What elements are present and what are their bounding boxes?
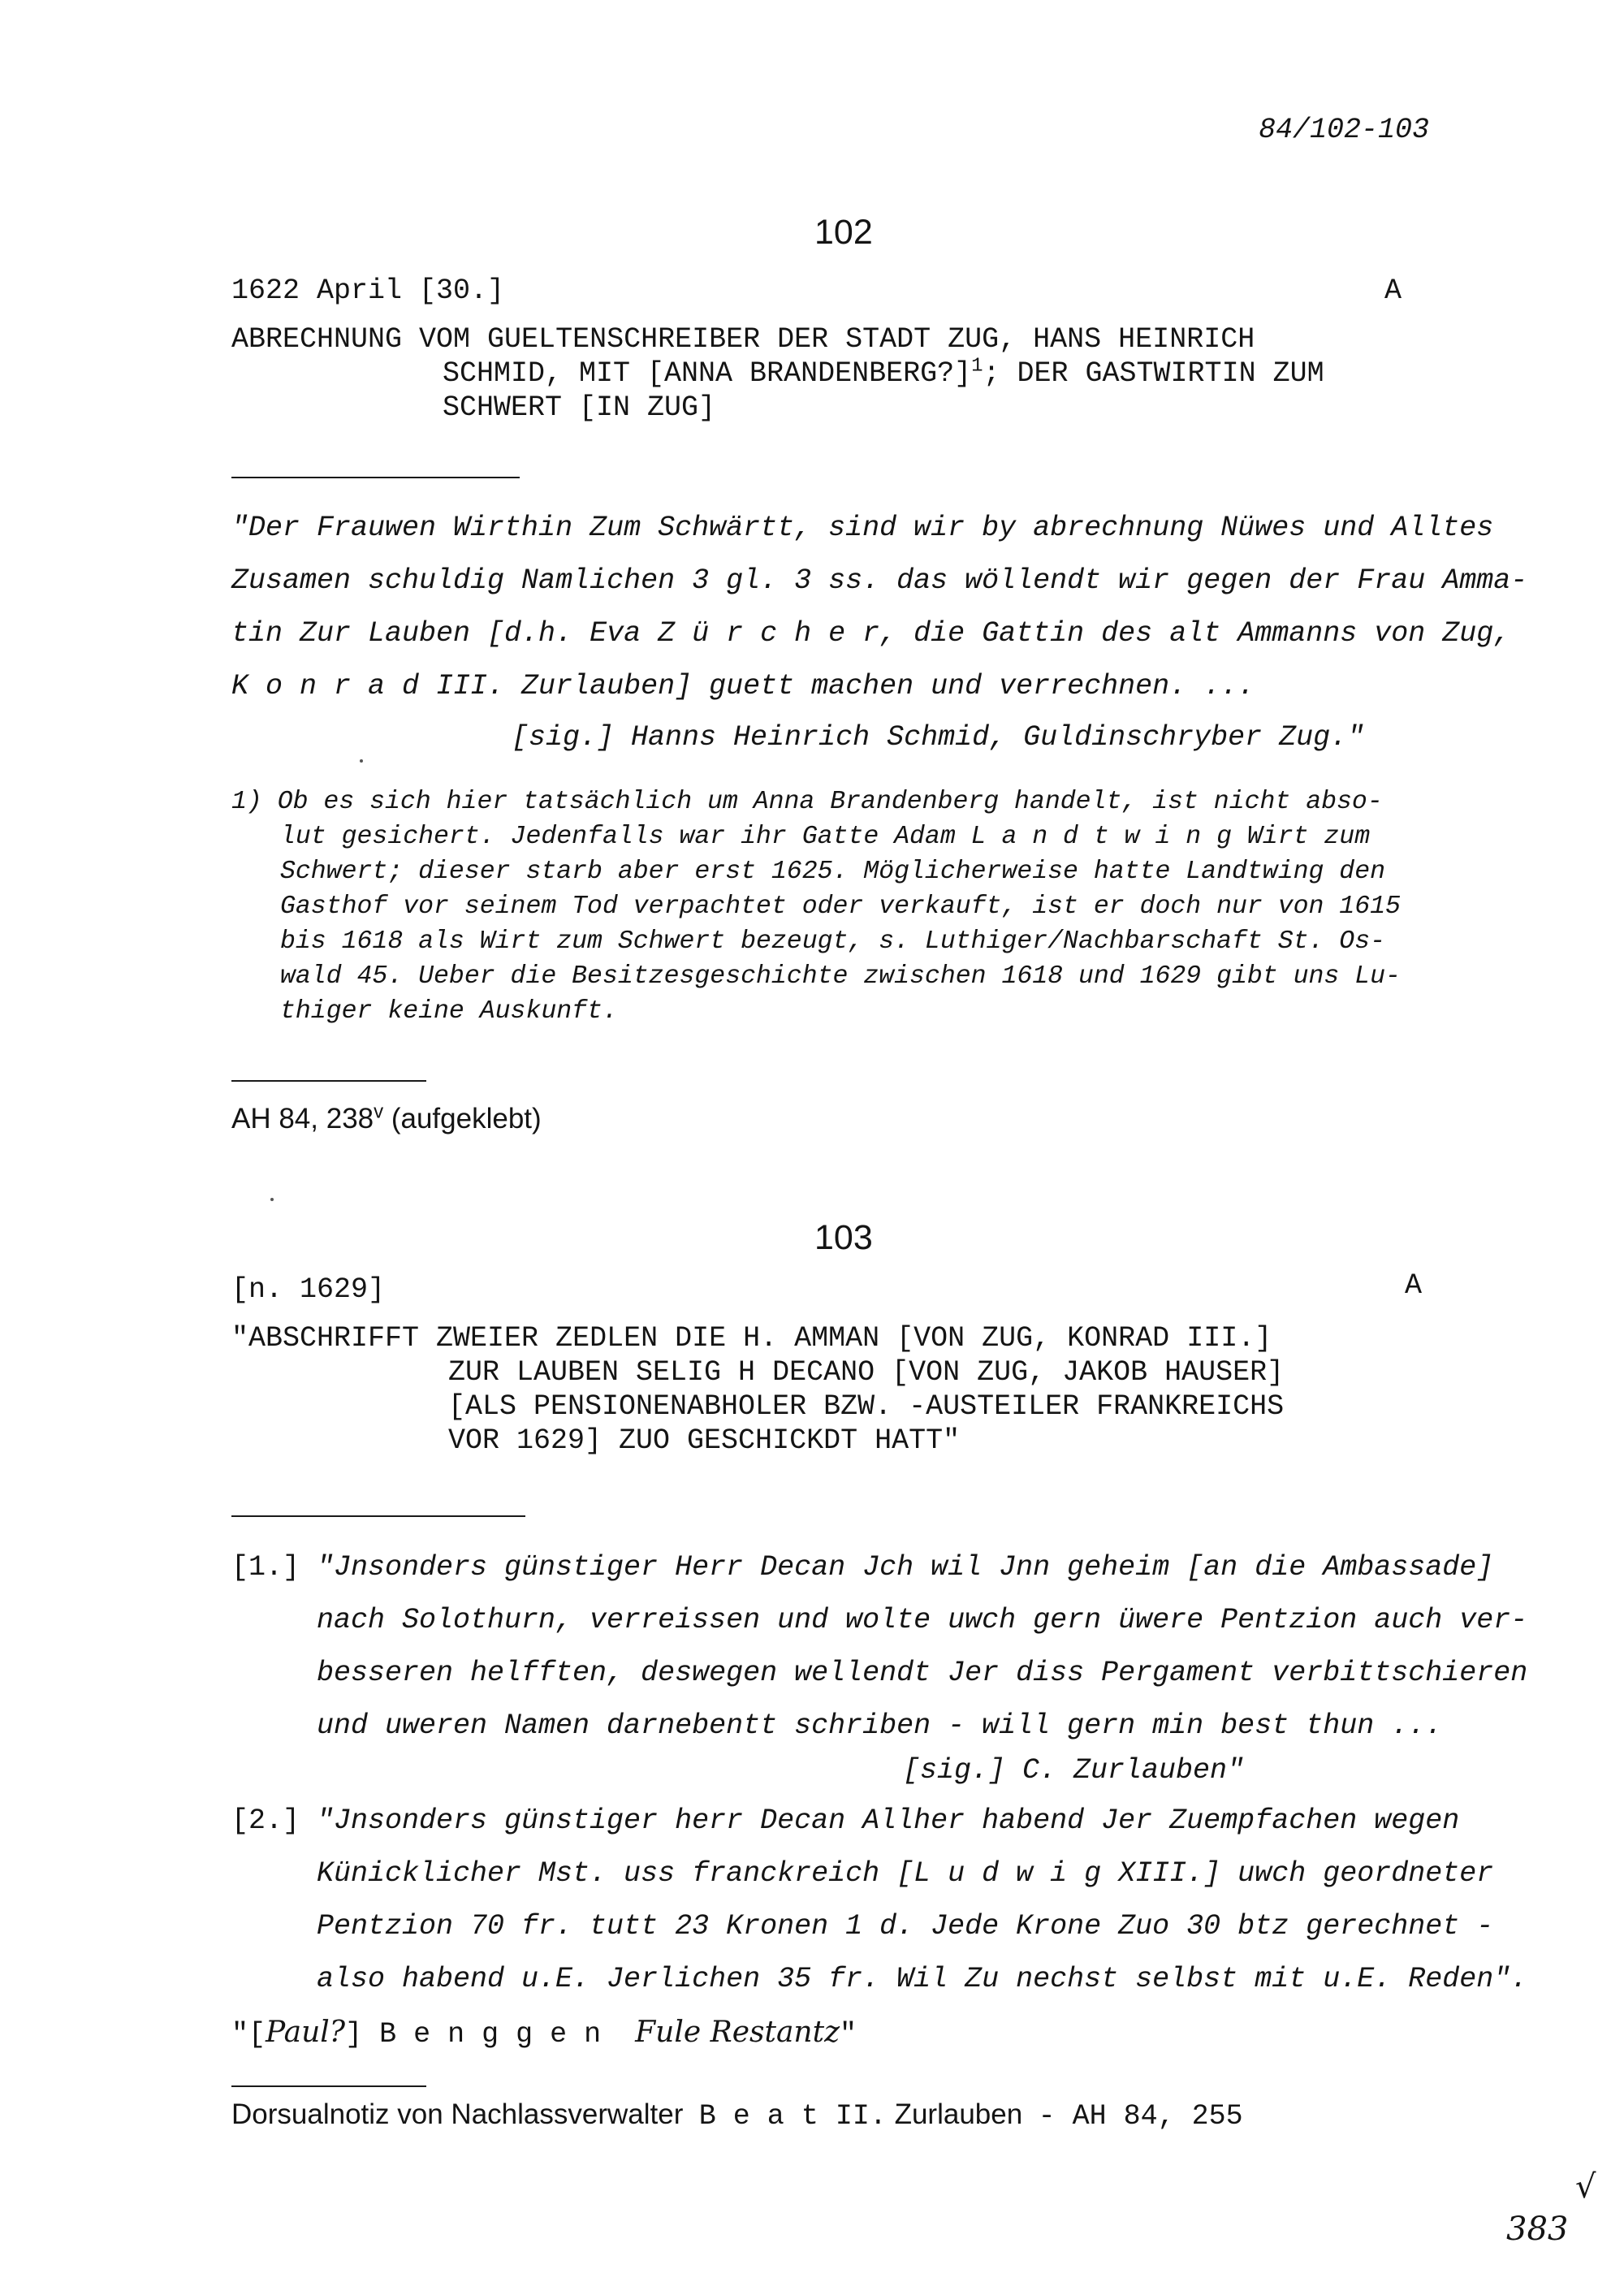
doc102-source-verso: v: [374, 1100, 384, 1123]
footnote-line-2: lut gesichert. Jedenfalls war ihr Gatte Adam L a n d t w i n g Wirt zum: [280, 823, 1371, 851]
doc103-date: [n. 1629]: [231, 1273, 386, 1306]
divider-rule-2: [231, 1515, 525, 1517]
doc103-title-line-2: ZUR LAUBEN SELIG H DECANO [VON ZUG, JAKOB HAUSER]: [448, 1356, 1285, 1389]
doc102-text-line-1: "Der Frauwen Wirthin Zum Schwärtt, sind wir by abrechnung Nüwes und Alltes: [231, 512, 1494, 544]
item2-line-1: "Jnsonders günstiger herr Decan Allher habend Jer Zuempfachen wegen: [317, 1804, 1460, 1837]
closing-end: ": [840, 2018, 857, 2051]
margin-page-number: 383: [1506, 2211, 1569, 2248]
closing-line: [231, 2016, 857, 2051]
doc102-source-note: (aufgeklebt): [383, 1103, 542, 1134]
doc102-title-line-2: [443, 357, 1324, 390]
doc102-source-ref: AH 84, 238: [231, 1103, 374, 1134]
document-number-103: 103: [814, 1218, 873, 1257]
doc102-text-line-3: tin Zur Lauben [d.h. Eva Z ü r c h e r, die Gattin des alt Ammanns von Zug,: [231, 617, 1511, 650]
speck: [360, 759, 363, 763]
closing-paul: Paul?: [266, 2016, 346, 2049]
doc102-tag: A: [1384, 274, 1402, 307]
item1-line-1: "Jnsonders günstiger Herr Decan Jch wil Jnn geheim [an die Ambassade]: [317, 1551, 1494, 1584]
dorsal-source: - AH 84, 255: [1038, 2100, 1243, 2133]
footnote-ref-1: 1: [971, 355, 983, 378]
margin-check-mark: √: [1575, 2168, 1596, 2206]
item1-signature: [sig.] C. Zurlauben": [903, 1754, 1245, 1787]
item2-line-3: Pentzion 70 fr. tutt 23 Kronen 1 d. Jede Krone Zuo 30 btz gerechnet -: [317, 1910, 1494, 1943]
doc103-title-line-4: VOR 1629] ZUO GESCHICKDT HATT": [448, 1424, 961, 1457]
item1-line-4: und uweren Namen darnebentt schriben - will gern min best thun ...: [317, 1709, 1443, 1742]
doc103-title-line-3: [ALS PENSIONENABHOLER BZW. -AUSTEILER FRANKREICHS: [448, 1390, 1285, 1423]
dorsal-rest: Zurlauben: [894, 2098, 1023, 2130]
dorsal-name: B e a t II.: [698, 2100, 887, 2133]
dorsal-rule: [231, 2085, 426, 2087]
doc102-title-line-3: SCHWERT [IN ZUG]: [443, 391, 716, 424]
footnote-line-6: wald 45. Ueber die Besitzesgeschichte zwischen 1618 und 1629 gibt uns Lu-: [280, 962, 1401, 991]
footnote-line-1: 1) Ob es sich hier tatsächlich um Anna Brandenberg handelt, ist nicht abso-: [231, 788, 1383, 816]
page-reference: 84/102-103: [1259, 114, 1430, 146]
doc103-tag: A: [1405, 1269, 1423, 1302]
doc102-date: 1622 April [30.]: [231, 274, 505, 307]
source-rule: [231, 1080, 426, 1082]
doc103-title-line-1: "ABSCHRIFFT ZWEIER ZEDLEN DIE H. AMMAN [VON ZUG, KONRAD III.]: [231, 1322, 1272, 1355]
doc102-signature-line: [sig.] Hanns Heinrich Schmid, Guldinschryber Zug.": [512, 721, 1365, 754]
closing-open: "[: [231, 2018, 266, 2051]
document-number-102: 102: [814, 213, 873, 252]
closing-benggen: ] B e n g g e n: [345, 2018, 602, 2051]
item1-label: [1.]: [231, 1551, 300, 1584]
item1-line-3: besseren helfften, deswegen wellendt Jer diss Pergament verbittschieren: [317, 1657, 1528, 1689]
doc102-source: [231, 1100, 542, 1135]
doc102-title-part-a: SCHMID, MIT [ANNA BRANDENBERG?]: [443, 357, 972, 390]
footnote-line-7: thiger keine Auskunft.: [280, 997, 618, 1026]
doc102-title-part-b: ; DER GASTWIRTIN ZUM: [983, 357, 1324, 390]
speck: [270, 1198, 274, 1201]
item2-label: [2.]: [231, 1804, 300, 1837]
footnote-line-5: bis 1618 als Wirt zum Schwert bezeugt, s. Luthiger/Nachbarschaft St. Os-: [280, 927, 1386, 956]
footnote-line-4: Gasthof vor seinem Tod verpachtet oder verkauft, ist er doch nur von 1615: [280, 892, 1401, 921]
item2-line-2: Künicklicher Mst. uss franckreich [L u d w i g XIII.] uwch geordneter: [317, 1857, 1494, 1890]
dorsal-note: [231, 2098, 1243, 2133]
closing-handwritten: Fule Restantz: [635, 2016, 840, 2049]
footnote-line-3: Schwert; dieser starb aber erst 1625. Möglicherweise hatte Landtwing den: [280, 858, 1386, 886]
divider-rule: [231, 477, 520, 478]
doc102-text-line-2: Zusamen schuldig Namlichen 3 gl. 3 ss. das wöllendt wir gegen der Frau Amma-: [231, 564, 1528, 597]
doc102-text-line-4: K o n r a d III. Zurlauben] guett machen und verrechnen. ...: [231, 670, 1255, 702]
doc102-title-line-1: ABRECHNUNG VOM GUELTENSCHREIBER DER STADT ZUG, HANS HEINRICH: [231, 323, 1255, 356]
item2-line-4: also habend u.E. Jerlichen 35 fr. Wil Zu nechst selbst mit u.E. Reden".: [317, 1963, 1528, 1995]
item1-line-2: nach Solothurn, verreissen und wolte uwch gern üwere Pentzion auch ver-: [317, 1604, 1528, 1636]
dorsal-label: Dorsualnotiz von Nachlassverwalter: [231, 2098, 684, 2130]
